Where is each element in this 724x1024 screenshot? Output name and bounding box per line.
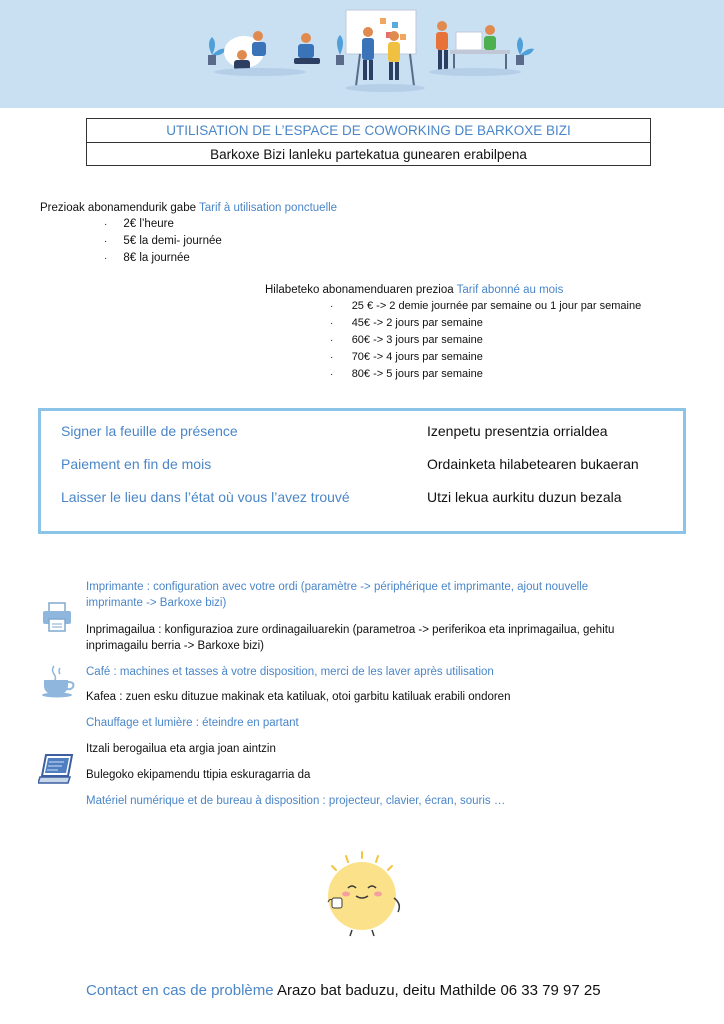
list-item: · 45€ -> 2 jours par semaine xyxy=(330,317,483,329)
list-item: · 70€ -> 4 jours par semaine xyxy=(330,351,483,363)
rule-fr: Laisser le lieu dans l’état où vous l’avez trouvé xyxy=(61,489,350,505)
laptop-icon xyxy=(38,752,78,791)
heating-eu: Itzali berogailua eta argia joan aintzin xyxy=(86,743,276,755)
list-item: · 25 € -> 2 demie journée par semaine ou 1 jour par semaine xyxy=(330,300,642,312)
list-item: · 8€ la journée xyxy=(104,252,190,264)
rule-eu: Ordainketa hilabetearen bukaeran xyxy=(427,456,639,472)
tarif-ponctuel-heading: Prezioak abonamendurik gabe Tarif à utilisation ponctuelle xyxy=(40,202,338,214)
contact-label: Contact en cas de problème xyxy=(86,982,274,999)
coworking-illustration xyxy=(0,0,724,108)
page-title: UTILISATION DE L’ESPACE DE COWORKING DE BARKOXE BIZI xyxy=(87,119,650,143)
rule-fr: Signer la feuille de présence xyxy=(61,423,238,439)
list-item: · 60€ -> 3 jours par semaine xyxy=(330,334,483,346)
coffee-cup-icon xyxy=(40,664,78,703)
list-item: · 2€ l’heure xyxy=(104,218,174,230)
tarif-abonne-heading: Hilabeteko abonamenduaren prezioa Tarif abonné au mois xyxy=(265,284,564,296)
list-item: · 5€ la demi- journée xyxy=(104,235,222,247)
rule-fr: Paiement en fin de mois xyxy=(61,456,212,472)
coffee-eu: Kafea : zuen esku dituzue makinak eta katiluak, otoi garbitu katiluak erabili ondoren xyxy=(86,691,511,703)
heating-fr: Chauffage et lumière : éteindre en partant xyxy=(86,717,299,729)
printer-icon xyxy=(40,600,74,639)
tarif-abonne-list xyxy=(330,298,641,383)
rule-eu: Utzi lekua aurkitu duzun bezala xyxy=(427,489,622,505)
coffee-fr: Café : machines et tasses à votre disposition, merci de les laver après utilisation xyxy=(86,666,494,678)
sun-mascot-icon xyxy=(316,850,412,943)
equipment-eu: Bulegoko ekipamendu ttipia eskuragarria da xyxy=(86,769,311,781)
rules-box xyxy=(38,408,686,534)
contact-phone: Arazo bat baduzu, deitu Mathilde 06 33 79 97 25 xyxy=(276,982,601,999)
page-subtitle: Barkoxe Bizi lanleku partekatua gunearen erabilpena xyxy=(210,147,527,162)
list-item: · 80€ -> 5 jours par semaine xyxy=(330,368,483,380)
rule-eu: Izenpetu presentzia orrialdea xyxy=(427,423,608,439)
printer-eu: Inprimagailua : konfigurazioa zure ordinagailuarekin (parametroa -> periferikoa eta inprimagailua, gehitu inprimagailu berria -> Barkoxe bizi) xyxy=(86,624,615,652)
tarif-ponctuel-list xyxy=(104,216,222,267)
printer-fr: Imprimante : configuration avec votre ordi (paramètre -> périphérique et imprimante, ajout nouvelle imprimante -> Barkoxe bizi) xyxy=(86,581,589,609)
contact-line xyxy=(86,980,601,1002)
equipment-fr: Matériel numérique et de bureau à disposition : projecteur, clavier, écran, souris … xyxy=(86,795,506,807)
header-illustration xyxy=(0,0,724,108)
title-box xyxy=(86,118,651,166)
